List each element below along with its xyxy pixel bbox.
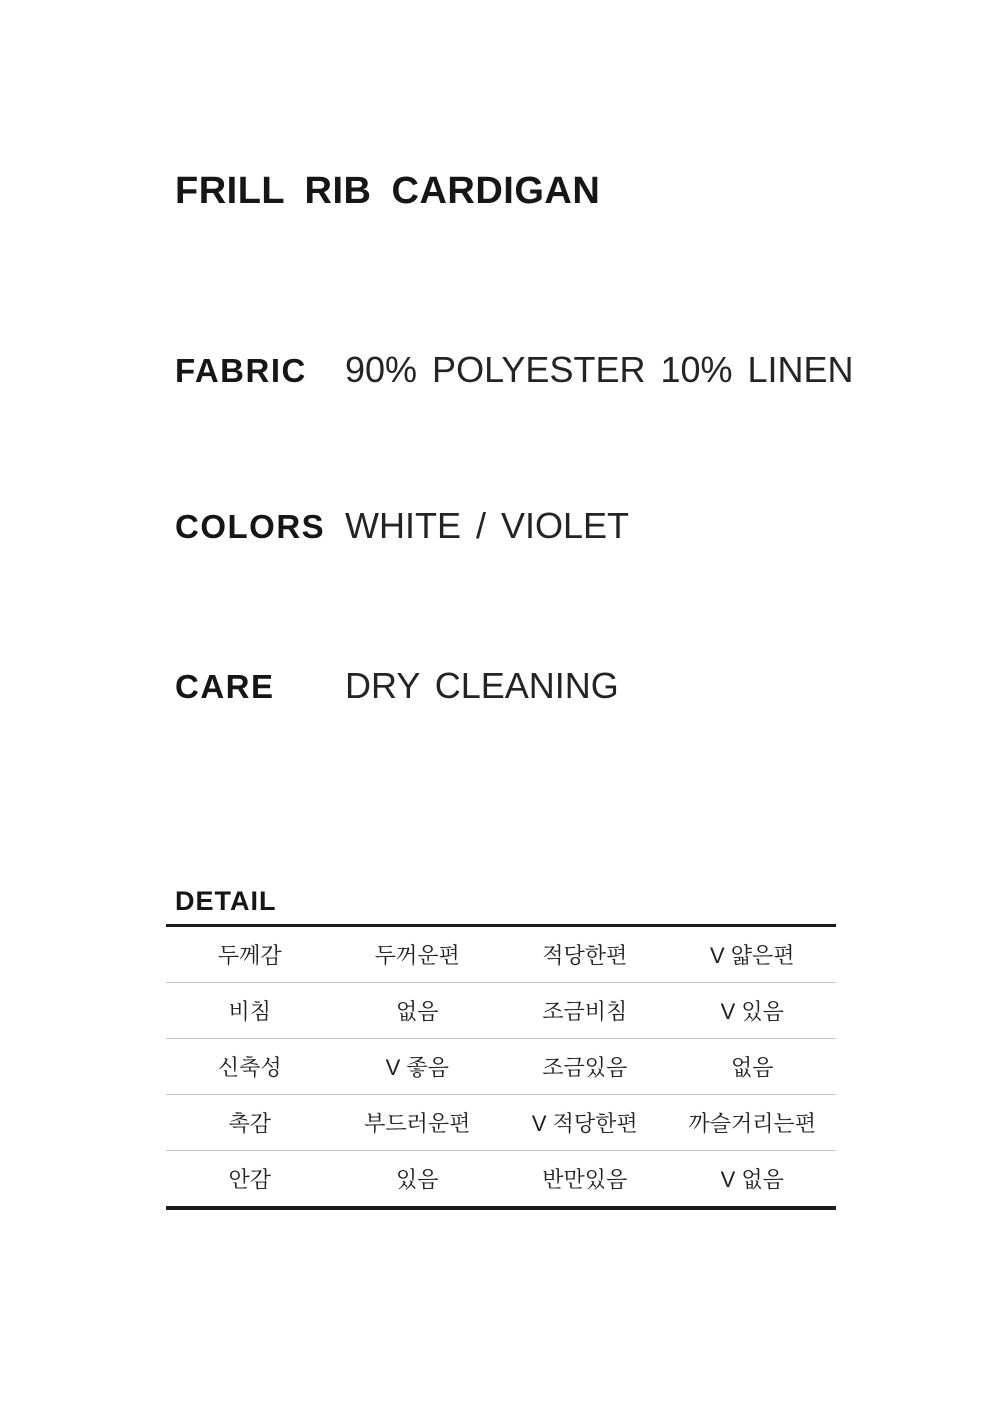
detail-cell-option-checked: V 얇은편 (709, 943, 795, 968)
detail-cell-attribute: 신축성 (217, 1055, 282, 1080)
spec-row-care (175, 665, 619, 707)
detail-row-thickness (166, 927, 836, 983)
spec-label-fabric: FABRIC (175, 352, 307, 389)
detail-cell-option: 조금있음 (542, 1055, 628, 1080)
spec-row-colors (175, 505, 629, 547)
detail-row-sheerness (166, 983, 836, 1039)
detail-heading: DETAIL (175, 886, 277, 916)
spec-label-care: CARE (175, 668, 275, 705)
detail-cell-attribute: 촉감 (228, 1111, 271, 1136)
detail-row-texture (166, 1095, 836, 1151)
detail-cell-option: 반만있음 (542, 1167, 628, 1192)
detail-cell-option-checked: V 적당한편 (531, 1111, 638, 1136)
detail-row-elasticity (166, 1039, 836, 1095)
detail-cell-option-checked: V 있음 (720, 999, 784, 1024)
spec-label-colors: COLORS (175, 508, 326, 545)
spec-value-fabric: 90% POLYESTER 10% LINEN (345, 349, 854, 390)
detail-cell-option: 있음 (395, 1167, 439, 1192)
detail-cell-option: 없음 (395, 999, 439, 1024)
detail-cell-option-checked: V 없음 (720, 1167, 784, 1192)
detail-cell-attribute: 두께감 (217, 943, 282, 968)
detail-cell-option: 부드러운편 (364, 1111, 471, 1136)
detail-cell-option: 없음 (730, 1055, 774, 1080)
spec-value-colors: WHITE / VIOLET (345, 505, 630, 546)
detail-cell-option: 까슬거리는편 (688, 1111, 816, 1136)
detail-cell-attribute: 안감 (228, 1167, 271, 1192)
detail-cell-option: 적당한편 (542, 943, 628, 968)
product-title: FRILL RIB CARDIGAN (175, 170, 601, 212)
detail-row-lining (166, 1151, 836, 1206)
detail-cell-option-checked: V 좋음 (385, 1055, 449, 1080)
detail-cell-attribute: 비침 (228, 999, 271, 1024)
detail-cell-option: 조금비침 (542, 999, 628, 1024)
spec-value-care: DRY CLEANING (345, 665, 619, 706)
spec-row-fabric (175, 349, 854, 391)
detail-table (166, 924, 836, 1210)
detail-cell-option: 두꺼운편 (374, 943, 460, 968)
